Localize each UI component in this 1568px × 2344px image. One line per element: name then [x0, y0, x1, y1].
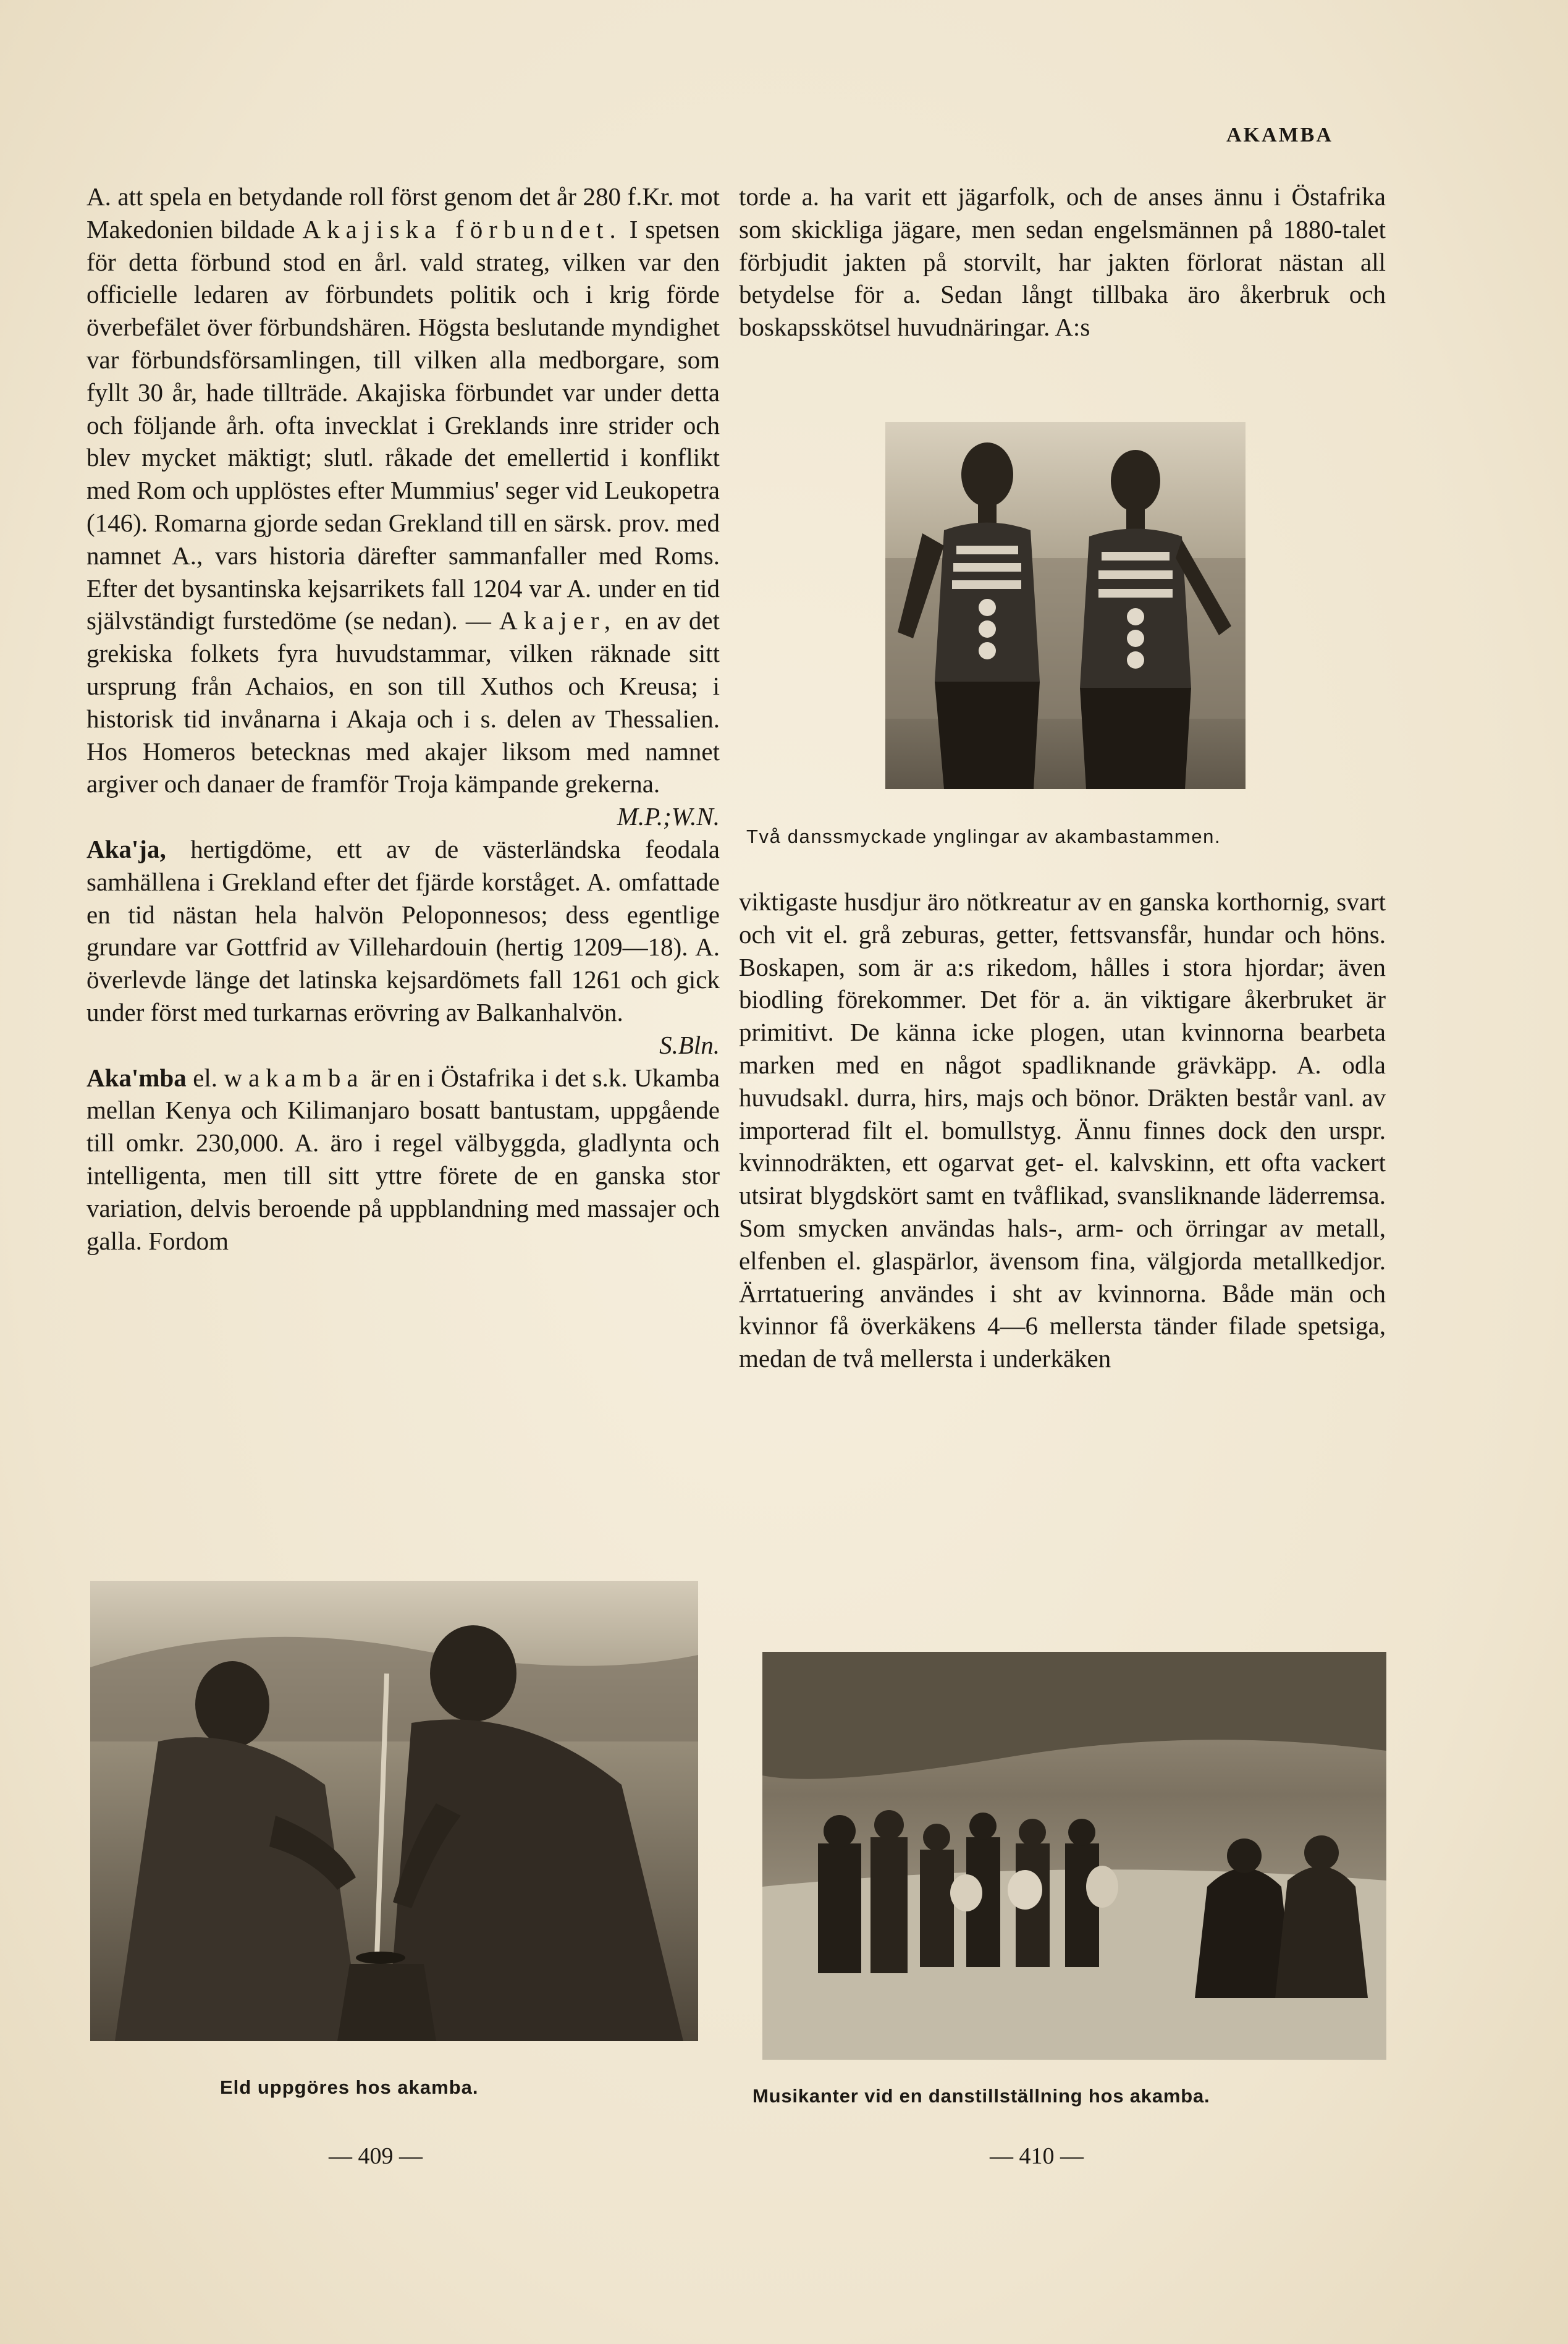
author-signature: S.Bln. — [659, 1030, 720, 1059]
signature-line — [86, 800, 720, 833]
entry-akaja-history — [86, 180, 720, 800]
signature-line — [86, 1029, 720, 1062]
photo-fire-making — [90, 1581, 698, 2041]
caption-musicians: Musikanter vid en danstillställning hos akamba. — [752, 2085, 1210, 2107]
text-run: hertigdöme, ett av de västerländska feodala samhällena i Grekland efter det fjärde korståget. A. omfattade en tid nästan hela halvön Peloponnesos; dess egentlige grundare var Gottfrid av Villehardouin (hertig 1209—18). A. överlevde länge det latinska kejsardömets fall 1261 och gick under först med turkarnas erövring av Balkanhalvön. — [86, 834, 720, 1026]
page-number-left: — 409 — — [329, 2143, 423, 2169]
entry-headword: Aka'mba — [86, 1063, 187, 1092]
author-signature: M.P.;W.N. — [617, 802, 720, 831]
term-wakamba: wakamba — [224, 1063, 365, 1092]
text-run: el. — [193, 1063, 218, 1092]
text-run: är en i Östafrika i det s.k. Ukamba mellan Kenya och Kilimanjaro bosatt bantustam, uppgående till omkr. 230,000. A. äro i regel välbyggda, gladlynta och intelligenta, men till sitt yttre förete de en ganska stor variation, delvis beroende på uppblandning med massajer och galla. Fordom — [86, 1063, 720, 1255]
entry-headword: Aka'ja, — [86, 834, 166, 863]
text-run: en av det grekiska folkets fyra huvudstammar, vilken räknade sitt ursprung från Achaios, en son till Xuthos och Kreusa; i historisk tid invånarna i Akaja och i s. delen av Thessalien. Hos Homeros betecknas med akajer liksom med namnet argiver och danaer de framför Troja kämpande grekerna. — [86, 606, 720, 798]
entry-akamba — [86, 1062, 720, 1258]
photo-dancers — [885, 422, 1246, 789]
running-head: AKAMBA — [1226, 124, 1333, 146]
text-run: I spetsen för detta förbund stod en årl. vald strateg, vilken var den officielle ledaren av förbundets politik och i krig förde överbefälet över förbundshären. Högsta beslutande myndighet var förbundsförsamlingen, till vilken alla medborgare, som fyllt 30 år, hade tillträde. Akajiska förbundet var under detta och följande årh. ofta invecklat i Greklands inre strider och blev mycket mäktigt; slutl. råkade det emellertid i konflikt med Rom och upplöstes efter Mummius' seger vid Leukopetra (146). Romarna gjorde sedan Grekland till en särsk. prov. med namnet A., vars historia därefter sammanfaller med Roms. Efter det bysantinska kejsarrikets fall 1204 var A. under en tid självständigt furstedöme (se nedan). — — [86, 214, 720, 635]
term-akajiska-forbundet: Akajiska förbundet. — [302, 214, 622, 243]
caption-fire: Eld uppgöres hos akamba. — [220, 2076, 479, 2098]
term-akajer: Akajer, — [499, 606, 617, 635]
page-number-right: — 410 — — [990, 2143, 1084, 2169]
paragraph: torde a. ha varit ett jägarfolk, och de anses ännu i Östafrika som skickliga jägare, men sedan engelsmännen på 1880-talet förbjudit jakten på storvilt, har jakten förlorat nästan all betydelse för a. Sedan långt tillbaka äro åkerbruk och boskapsskötsel huvudnäringar. A:s — [739, 182, 1386, 342]
text-run: A. att spela en betydande roll först genom det år 280 f.Kr. mot Makedonien bildade — [86, 182, 720, 243]
left-column — [86, 180, 720, 1257]
paragraph: viktigaste husdjur äro nötkreatur av en ganska korthornig, svart och vit el. grå zeburas, getter, fettsvansfår, hundar och höns. Boskapen, som är a:s rikedom, hålles i stora hjordar; även biodling förekommer. Det för a. än viktigare åkerbruket är primitivt. De känna icke plogen, utan kvinnorna bearbeta marken med en något spadliknande grävkäpp. A. odla huvudsakl. durra, hirs, majs och bönor. Dräkten består vanl. av importerad filt el. bomullstyg. Ännu finnes dock den urspr. kvinnodräkten, ett ogarvat get- el. kalvskinn, ett ofta vackert utsirat blygdskört samt en tvåflikad, svansliknande läderremsa. Som smycken användas hals-, arm- och örringar av metall, elfenben el. glaspärlor, ävensom fina, välgjorda metallkedjor. Ärrtatuering användes i sht av kvinnorna. Både män och kvinnor få överkäkens 4—6 mellersta tänder filade spetsiga, medan de två mellersta i underkäken — [739, 887, 1386, 1373]
caption-dancers: Två danssmyckade ynglingar av akambastammen. — [746, 826, 1221, 847]
right-column-middle — [739, 886, 1386, 1375]
right-column-top — [739, 180, 1386, 344]
entry-akaja-duchy — [86, 833, 720, 1029]
photo-musicians — [762, 1652, 1386, 2060]
